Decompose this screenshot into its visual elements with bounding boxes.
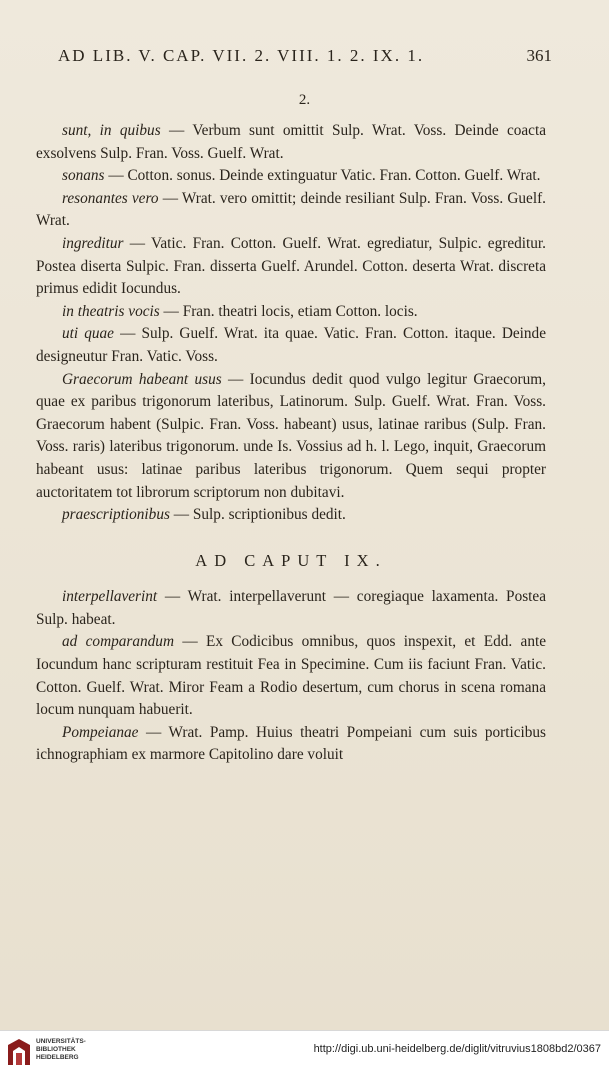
lemma: ad comparandum bbox=[62, 633, 175, 651]
lemma: praescriptionibus bbox=[62, 506, 170, 524]
commentary-entry: ingreditur — Vatic. Fran. Cotton. Guelf. Wrat. egrediatur, Sulpic. egreditur. Postea diserta Sulpic. Fran. disserta Guelf. Arundel. Cotton. deserta Wrat. discreta primus edidit Iocundus. bbox=[36, 234, 547, 298]
commentary-entry: ad comparandum — Ex Codicibus omnibus, quos inspexit, et Edd. ante Iocundum hanc scripturam restituit Fea in Specimine. Cum iis faciunt Fran. Vatic. Cotton. Guelf. Wrat. Miror Feam a Rodio desertum, cum chorus in scena romana locum nunquam habuerit. bbox=[36, 633, 547, 719]
commentary-entry: interpellaverint — Wrat. interpellaverunt — coregiaque laxamenta. Postea Sulp. habeat. bbox=[36, 588, 546, 628]
entry-text: Iocundus dedit quod vulgo legitur Graecorum, quae ex paribus trigonorum lateribus, Latinorum. Sulp. Guelf. Wrat. Fran. Voss. Graecorum habent (Sulpic. Fran. Voss. habeant) usus, latinae raribus (Sulp. Fran. Voss. raris) lateribus trigonorum. unde Is. Vossius ad h. l. Lego, inquit, Graecorum habeant usus: latinae paribus lateribus trigonorum. Quem sequi propter auctoritatem tot librorum scriptorum non dubitavi. bbox=[36, 370, 546, 501]
commentary-entry: Pompeianae — Wrat. Pamp. Huius theatri Pompeiani cum suis porticibus ichnographiam ex marmore Capitolino dare voluit bbox=[36, 723, 546, 764]
lemma: Pompeianae bbox=[62, 723, 139, 741]
lemma: sunt, in quibus bbox=[62, 122, 161, 139]
commentary-block-2 bbox=[36, 586, 546, 767]
entry-text: Vatic. Fran. Cotton. Guelf. Wrat. egrediatur, Sulpic. egreditur. Postea diserta Sulpic. Fran. disserta Guelf. Arundel. Cotton. deserta Wrat. discreta primus edidit Iocundus. bbox=[36, 234, 547, 298]
commentary-entry: sonans — Cotton. sonus. Deinde extinguatur Vatic. Fran. Cotton. Guelf. Wrat. bbox=[62, 167, 541, 185]
lemma: in theatris vocis bbox=[62, 302, 160, 320]
running-head bbox=[58, 46, 558, 76]
entry-text: Cotton. sonus. Deinde extinguatur Vatic. Fran. Cotton. Guelf. Wrat. bbox=[127, 167, 541, 185]
lemma: ingreditur bbox=[62, 234, 124, 252]
lemma: uti quae bbox=[62, 325, 114, 343]
commentary-entry: praescriptionibus — Sulp. scriptionibus dedit. bbox=[62, 506, 346, 524]
lemma: interpellaverint bbox=[62, 588, 158, 606]
commentary-entry: uti quae — Sulp. Guelf. Wrat. ita quae. Vatic. Fran. Cotton. itaque. Deinde designeutur Fran. Vatic. Voss. bbox=[36, 325, 546, 365]
running-head-title: AD LIB. V. CAP. VII. 2. VIII. 1. 2. IX. 1. bbox=[58, 46, 425, 65]
page-number: 361 bbox=[526, 46, 552, 65]
entry-text: Wrat. interpellaverunt — coregiaque laxamenta. Postea Sulp. habeat. bbox=[36, 588, 546, 628]
entry-text: Sulp. scriptionibus dedit. bbox=[192, 506, 346, 524]
footer-bar bbox=[0, 1030, 609, 1073]
heidelberg-library-logo-icon[interactable] bbox=[6, 1037, 32, 1067]
entry-text: Sulp. Guelf. Wrat. ita quae. Vatic. Fran. Cotton. itaque. Deinde designeutur Fran. Vatic. Voss. bbox=[36, 325, 546, 365]
commentary-entry: in theatris vocis — Fran. theatri locis, etiam Cotton. locis. bbox=[62, 302, 418, 320]
source-url[interactable]: http://digi.ub.uni-heidelberg.de/diglit/vitruvius1808bd2/0367 bbox=[313, 1043, 601, 1055]
lemma: Graecorum habeant usus bbox=[62, 370, 222, 388]
commentary-entry: resonantes vero — Wrat. vero omittit; deinde resiliant Sulp. Fran. Voss. Guelf. Wrat. bbox=[36, 189, 546, 230]
entry-text: Verbum sunt omittit Sulp. Wrat. Voss. Deinde coacta exsolvens Sulp. Fran. Voss. Guelf. Wrat. bbox=[36, 122, 547, 162]
library-name: UNIVERSITÄTS- BIBLIOTHEK HEIDELBERG bbox=[36, 1038, 86, 1061]
entry-text: Wrat. Pamp. Huius theatri Pompeiani cum suis porticibus ichnographiam ex marmore Capitolino dare voluit bbox=[36, 723, 546, 764]
entry-text: Wrat. vero omittit; deinde resiliant Sulp. Fran. Voss. Guelf. Wrat. bbox=[36, 189, 546, 230]
entry-text: Fran. theatri locis, etiam Cotton. locis. bbox=[182, 302, 418, 320]
entry-text: Ex Codicibus omnibus, quos inspexit, et Edd. ante Iocundum hanc scripturam restituit Fea in Specimine. Cum iis faciunt Fran. Vatic. Cotton. Guelf. Wrat. Miror Feam a Rodio desertum, cum chorus in scena romana locum nunquam habuerit. bbox=[36, 633, 547, 719]
lemma: sonans bbox=[62, 167, 105, 185]
commentary-block-1 bbox=[36, 120, 546, 527]
commentary-entry: Graecorum habeant usus — Iocundus dedit quod vulgo legitur Graecorum, quae ex paribus trigonorum lateribus, Latinorum. Sulp. Guelf. Wrat. Fran. Voss. Graecorum habent (Sulpic. Fran. Voss. habeant) usus, latinae raribus (Sulp. Fran. Voss. raris) lateribus trigonorum. unde Is. Vossius ad h. l. Lego, inquit, Graecorum habeant usus: latinae paribus lateribus trigonorum. Quem sequi propter auctoritatem tot librorum scriptorum non dubitavi. bbox=[36, 370, 546, 501]
section-number: 2. bbox=[298, 92, 311, 108]
commentary-entry: sunt, in quibus — Verbum sunt omittit Sulp. Wrat. Voss. Deinde coacta exsolvens Sulp. Fran. Voss. Guelf. Wrat. bbox=[36, 122, 547, 162]
lemma: resonantes vero bbox=[62, 189, 159, 207]
commentary-text bbox=[36, 120, 546, 767]
chapter-heading: AD CAPUT IX. bbox=[195, 550, 387, 570]
